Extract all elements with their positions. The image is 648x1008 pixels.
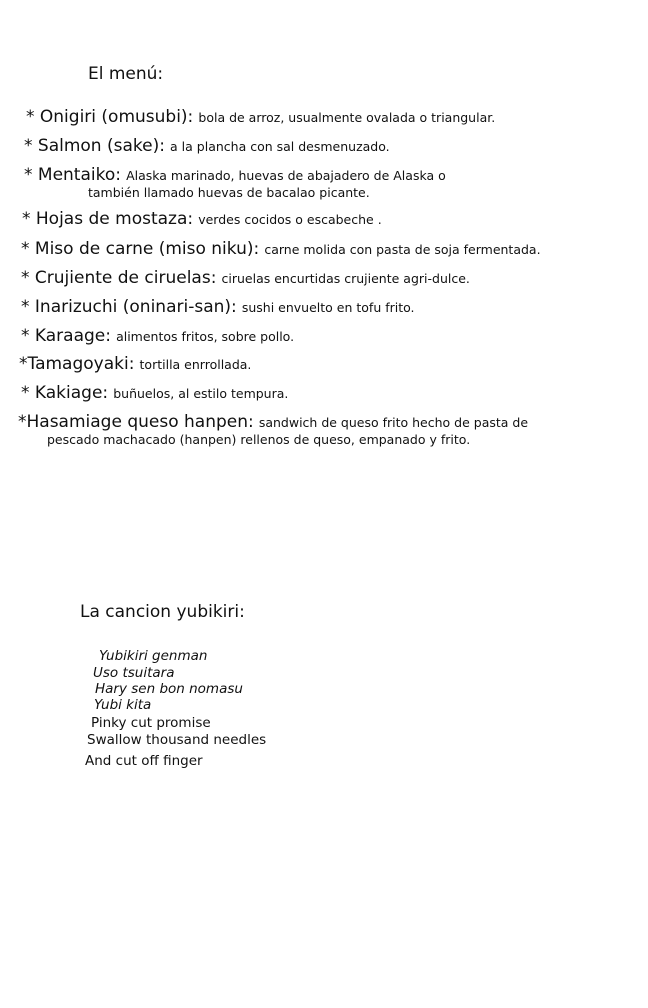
- song-line: And cut off finger: [85, 753, 203, 769]
- song-line: Swallow thousand needles: [87, 732, 267, 748]
- menu-item-desc-continued: pescado machacado (hanpen) rellenos de queso, empanado y frito.: [47, 432, 471, 447]
- menu-item-desc: buñuelos, al estilo tempura.: [113, 386, 289, 401]
- song-line: Uso tsuitara: [93, 665, 175, 681]
- menu-item-mostaza: [22, 210, 382, 229]
- menu-item-hasamiage: [18, 413, 528, 432]
- menu-item-kakiage: [21, 384, 288, 403]
- song-heading: La cancion yubikiri:: [80, 602, 245, 622]
- menu-item-desc: alimentos fritos, sobre pollo.: [116, 329, 295, 344]
- menu-item-karaage: [21, 327, 294, 346]
- song-line: Hary sen bon nomasu: [95, 681, 243, 697]
- menu-item-desc: sandwich de queso frito hecho de pasta de: [258, 415, 529, 430]
- menu-item-desc-continued: también llamado huevas de bacalao picante.: [88, 185, 370, 200]
- menu-item-desc: sushi envuelto en tofu frito.: [241, 300, 415, 315]
- menu-item-onigiri: [26, 108, 495, 127]
- menu-item-desc: a la plancha con sal desmenuzado.: [170, 139, 390, 154]
- menu-item-term: * Kakiage:: [21, 383, 109, 403]
- menu-item-term: * Inarizuchi (oninari-san):: [21, 297, 237, 317]
- menu-item-desc: verdes cocidos o escabeche .: [198, 212, 382, 227]
- menu-item-desc: bola de arroz, usualmente ovalada o triangular.: [198, 110, 496, 125]
- menu-item-term: * Hojas de mostaza:: [22, 209, 194, 229]
- menu-item-salmon: [24, 137, 390, 156]
- menu-item-desc: Alaska marinado, huevas de abajadero de Alaska o: [126, 168, 446, 183]
- menu-item-mentaiko: [24, 166, 446, 185]
- menu-item-term: * Miso de carne (miso niku):: [21, 239, 260, 259]
- menu-item-desc: ciruelas encurtidas crujiente agri-dulce.: [221, 271, 470, 286]
- menu-item-term: *Hasamiage queso hanpen:: [18, 412, 254, 432]
- menu-item-desc: tortilla enrrollada.: [139, 357, 252, 372]
- menu-item-miso-niku: [21, 240, 541, 259]
- menu-item-term: *Tamagoyaki:: [19, 354, 135, 374]
- song-line: Yubikiri genman: [99, 648, 208, 664]
- menu-item-term: * Salmon (sake):: [24, 136, 165, 156]
- menu-item-term: * Karaage:: [21, 326, 111, 346]
- menu-item-inarizuchi: [21, 298, 415, 317]
- menu-item-tamagoyaki: [19, 355, 251, 374]
- song-line: Pinky cut promise: [91, 715, 211, 731]
- menu-heading: El menú:: [88, 64, 164, 84]
- menu-item-term: * Mentaiko:: [24, 165, 121, 185]
- menu-item-term: * Crujiente de ciruelas:: [21, 268, 217, 288]
- menu-item-desc: carne molida con pasta de soja fermentada.: [264, 242, 541, 257]
- menu-item-ciruelas: [21, 269, 470, 288]
- menu-item-term: * Onigiri (omusubi):: [26, 107, 194, 127]
- song-line: Yubi kita: [94, 697, 152, 713]
